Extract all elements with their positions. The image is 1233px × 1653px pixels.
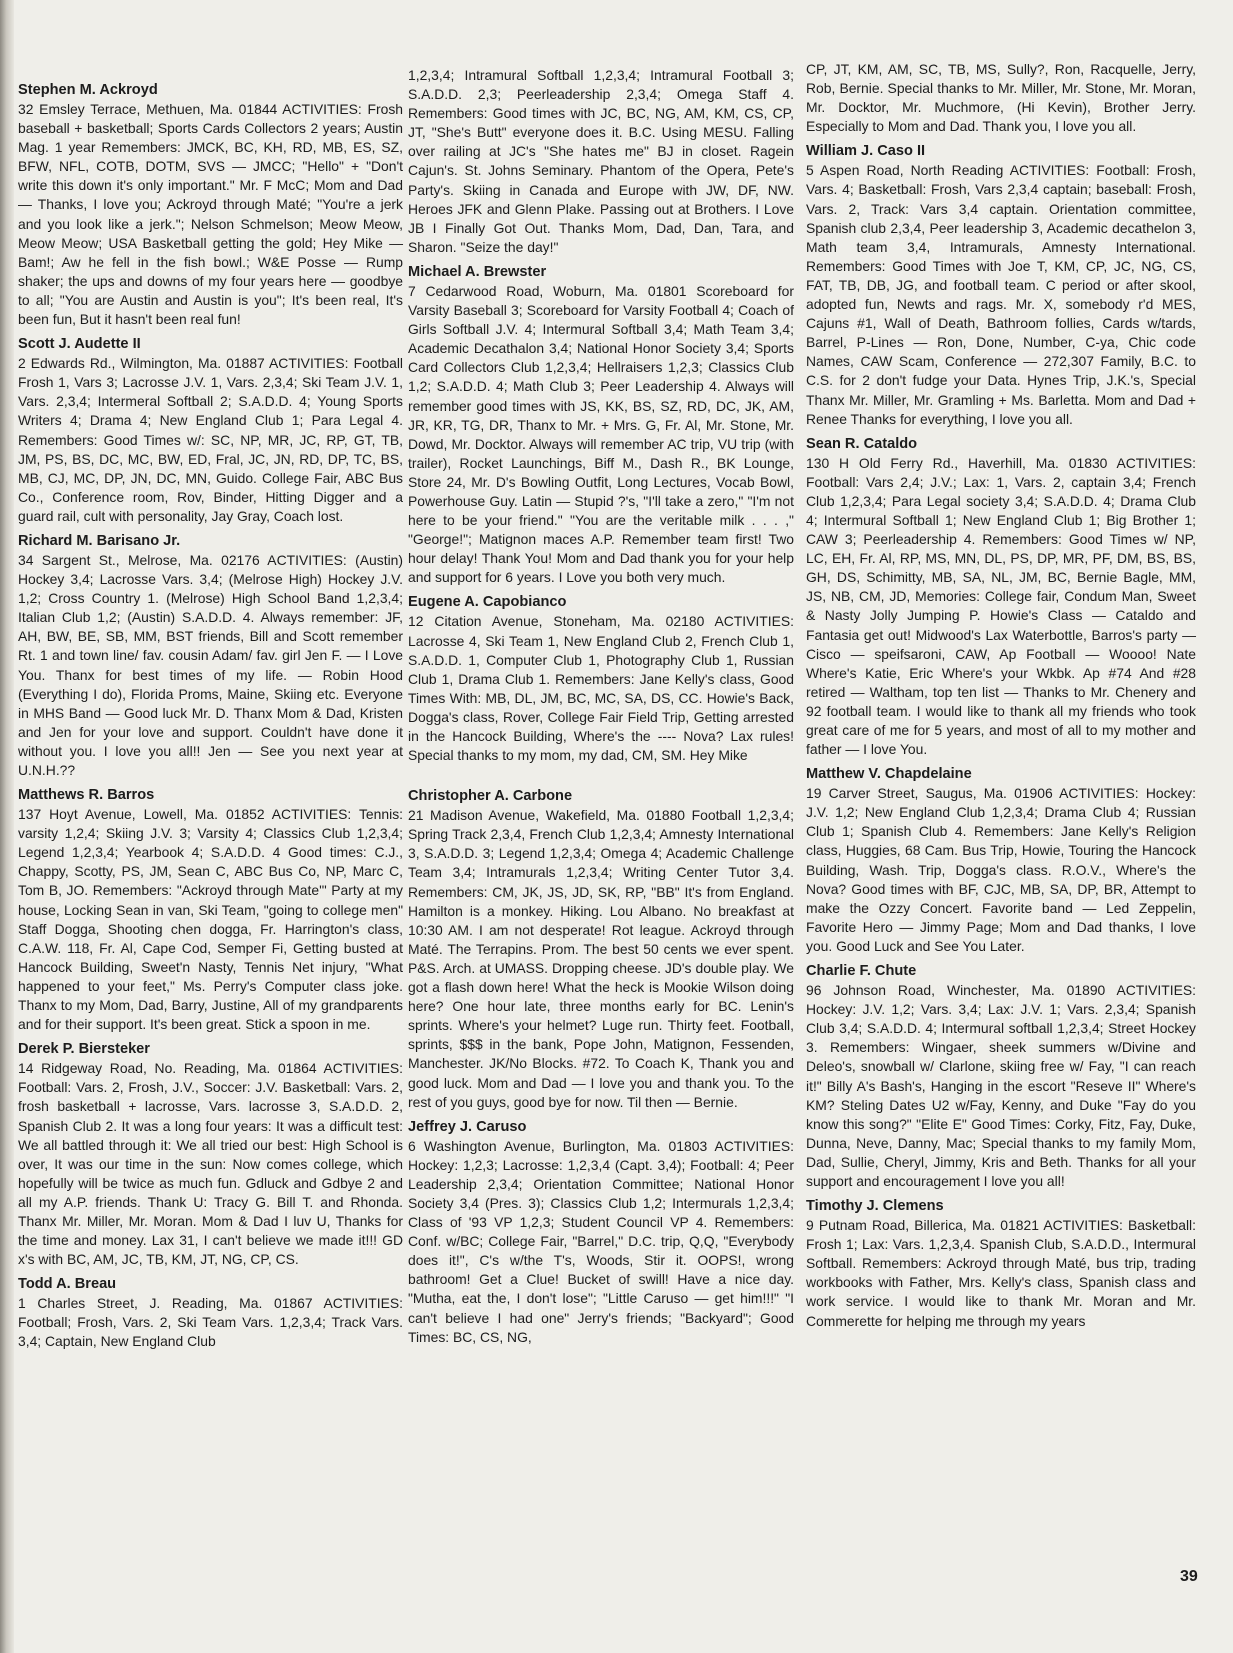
senior-bio: 9 Putnam Road, Billerica, Ma. 01821 ACTIVITIES: Basketball: Frosh 1; Lax: Vars. 1,2,3,4. Spanish Club, S.A.D.D., Intermural Softball. Remembers: Ackroyd through Maté, bus trip, trading workbooks with Father, Mrs. Kelly's class, Spanish class and work service. I would like to thank Mr. Moran and Mr. Commerette for helping me through my years bbox=[806, 1217, 1196, 1329]
senior-name: Derek P. Biersteker bbox=[18, 1041, 150, 1058]
senior-bio: 5 Aspen Road, North Reading ACTIVITIES: Football: Frosh, Vars. 4; Basketball: Frosh, Vars 2,3,4 captain; baseball: Frosh, Vars. 2, Track: Vars 3,4 captain. Orientation committee, Spanish club 2,3,4, Peer leadership 3, Academic decathelon 3, Math team 3,4, Intramurals, Amnesty International. Remembers: Good Times with Joe T, KM, CP, JC, NG, CS, FAT, TB, DB, JG, and football team. C period or after skool, adopted fun, Newts and rags. Mr. X, somebody r'd MES, Cajuns #1, Wall of Death, Bathroom follies, Cards w/tards, Barrel, P-Lines — Ron, Done, Number, C-ya, Chic code Names, CAW Scam, Conference — 272,307 Family, B.C. to C.S. for 2 don't fudge your Data. Hynes Trip, J.K.'s, Special Thanx Mr. Miller, Mr. Gramling + Ms. Barletta. Mom and Dad + Renee Thanks for everything, I love you all. bbox=[806, 162, 1196, 427]
senior-name: Richard M. Barisano Jr. bbox=[18, 532, 181, 549]
senior-name: Christopher A. Carbone bbox=[408, 788, 573, 805]
senior-bio: 14 Ridgeway Road, No. Reading, Ma. 01864 ACTIVITIES: Football: Vars. 2, Frosh, J.V., Soccer: J.V. Basketball: Vars. 2, frosh basketball + lacrosse, Vars. lacrosse 3, S.A.D.D. 2, Spanish Club 2. It was a long four years: It was a difficult test: We all battled through it: We all tried our best: High School is over, It was our time in the sun: Now comes college, which hopefully will be twice as much fun. Gdluck and Gdbye 2 and all my A.P. friends. Thank U: Tracy G. Bill T. and Rhonda. Thanx Mr. Miller, Mr. Moran. Mom & Dad I luv U, Thanks for the time and money. Lax 31, I can't believe we made it!!! GD x's with BC, AM, JC, TB, KM, JT, NG, CP, CS. bbox=[18, 1060, 403, 1268]
senior-bio: 1,2,3,4; Intramural Softball 1,2,3,4; Intramural Football 3; S.A.D.D. 2,3; Peerleadership 2,3,4; Omega Staff 4. Remembers: Good times with JC, BC, NG, AM, KM, CS, CP, JT, "She's Butt" everyone does it. B.C. Using MESU. Falling over railing at JC's "She hates me" BJ in closet. Ragein Cajun's. St. Johns Seminary. Phantom of the Opera, Pete's Party's. Skiing in Canada and Europe with JW, DF, NW. Heroes JFK and Glenn Plake. Passing out at Brothers. I Love JB I Finally Got Out. Thanks Mom, Dad, Dan, Tara, and Sharon. "Seize the day!" bbox=[408, 67, 794, 255]
senior-entry bbox=[408, 1117, 794, 1347]
senior-bio: 2 Edwards Rd., Wilmington, Ma. 01887 ACTIVITIES: Football Frosh 1, Vars 3; Lacrosse J.V. 1, Vars. 2,3,4; Ski Team J.V. 1, Vars. 2,3,4; Intermeral Softball 2; S.A.D.D. 4; Young Sports Writers 4; Drama 4; New England Club 1; Para Legal 4. Remembers: Good Times w/: SC, NP, MR, JC, RP, GT, TB, JM, PS, BS, DC, MC, BW, ED, Fral, JC, JN, RD, DP, TC, BS, MB, CJ, MC, DP, JN, DC, MN, Guido. College Fair, ABC Bus Co., Conference room, Rov, Binder, Hitting Digger and a guard rail, cult with personality, Jay Gray, Coach lost. bbox=[18, 355, 403, 524]
book-spine-shadow bbox=[0, 0, 14, 1653]
senior-entry bbox=[18, 80, 403, 329]
column-3 bbox=[806, 60, 1196, 1336]
senior-bio: CP, JT, KM, AM, SC, TB, MS, Sully?, Ron, Racquelle, Jerry, Rob, Bernie. Special thanks to Mr. Miller, Mr. Stone, Mr. Moran, Mr. Docktor, Mr. Muchmore, (Hi Kevin), Brother Jerry. Especially to Mom and Dad. Thank you, I love you all. bbox=[806, 61, 1196, 135]
senior-bio: 32 Emsley Terrace, Methuen, Ma. 01844 ACTIVITIES: Frosh baseball + basketball; Sports Cards Collectors 2 years; Austin Mag. 1 year Remembers: JMCK, BC, KH, RD, MB, ES, SZ, BFW, NFL, COTB, DOTM, SVS — JMCC; "Hello" + "Don't write this down it's only important." Mr. F McC; Mom and Dad — Thanks, I love you; Ackroyd through Maté; "You're a jerk and you look like a jerk."; Nelson Schmelson; Meow Meow, Meow Meow; USA Basketball getting the gold; Hey Mike — Bam!; Aw he fell in the fish bowl.; W&E Posse — Rump shaker; the ups and downs of my four years here — goodbye to all; "You are Austin and Austin is you"; It's been real, It's been fun, But it hasn't been real fun! bbox=[18, 101, 403, 328]
senior-bio: 7 Cedarwood Road, Woburn, Ma. 01801 Scoreboard for Varsity Baseball 3; Scoreboard for Varsity Football 4; Coach of Girls Softball J.V. 4; Intermural Softball 3,4; Math Team 3,4; Academic Decathalon 3,4; National Honor Society 3,4; Sports Card Collectors Club 1,2,3,4; Hellraisers 1,2,3; Classics Club 1,2; S.A.D.D. 4; Math Club 3; Peer Leadership 4. Always will remember good times with JS, KK, BS, SZ, RD, DC, JK, AM, JR, KR, TG, DR, Thanx to Mr. + Mrs. G, Fr. Al, Mr. Stone, Mr. Dowd, Mr. Docktor. Always will remember AC trip, VU trip (with trailer), Rocket Launchings, Biff M., Dash R., BK Lounge, Store 24, Mr. D's Bowling Outfit, Long Lectures, Vocab Bowl, Powerhouse Guy. Latin — Stupid ?'s, "I'll take a zero," "I'm not here to be your friend." "You are the veritable milk . . . ," "George!"; Matignon maces A.P. Remember team first! Two hour delay! Thank You! Mom and Dad thank you for your help and support for 6 years. I Love you both very much. bbox=[408, 282, 794, 586]
senior-entry bbox=[408, 786, 794, 1112]
senior-bio: 96 Johnson Road, Winchester, Ma. 01890 ACTIVITIES: Hockey: J.V. 1,2; Vars. 3,4; Lax: J.V. 1; Vars. 2,3,4; Spanish Club 3,4; S.A.D.D. 4; Intermural softball 1,2,3,4; Street Hockey 3. Remembers: Wingaer, sheek summers w/Divine and Deleo's, snowball w/ Clarlone, skiing free w/ Fay, "I can reach it!" Billy A's Bash's, Hanging in the escort "Reseve II" Where's KM? Steling Dates U2 w/Fay, Kenny, and Duke "Fay do you know this song?" "Elite E" Good Times: Corky, Fitz, Fay, Duke, Dunna, Neve, Danny, Mac; Special thanks to my family Mom, Dad, Sullie, Cheryl, Jimmy, Kris and Beth. Thanks for all your support and encouragement I love you all! bbox=[806, 982, 1196, 1189]
senior-entry bbox=[18, 1274, 403, 1351]
column-2 bbox=[408, 66, 794, 1352]
senior-entry bbox=[18, 785, 403, 1034]
senior-bio: 21 Madison Avenue, Wakefield, Ma. 01880 Football 1,2,3,4; Spring Track 2,3,4, French Club 1,2,3,4; Amnesty International 3, S.A.D.D. 3; Legend 1,2,3,4; Omega 4; Academic Challenge Team 3,4; Intramurals 1,2,3,4; Writing Center Tutor 3,4. Remembers: CM, JK, JS, JD, SK, RP, "BB" It's from England. Hamilton is a monkey. Hiking. Lou Albano. No breakfast at 10:30 AM. I am not desperate! Rot league. Ackroyd through Maté. The Terrapins. Prom. The best 50 cents we ever spent. P&S. Arch. at UMASS. Dropping cheese. JD's double play. We got a flash down here! What the heck is Mookie Wilson doing here? One hour late, three months early for BC. Lenin's sprints. Where's your helmet? Luge run. Thirty feet. Football, sprints, $$$ in the bank, Pope John, Matignon, Fessenden, Manchester. JK/No Blocks. #72. To Coach K, Thank you and good luck. Mom and Dad — I love you and thank you. To the rest of you guys, good bye for now. Til then — Bernie. bbox=[408, 807, 794, 1110]
senior-name: Jeffrey J. Caruso bbox=[408, 1118, 527, 1135]
senior-entry bbox=[408, 592, 794, 765]
senior-name: William J. Caso II bbox=[806, 143, 926, 160]
senior-name: Charlie F. Chute bbox=[806, 963, 917, 980]
senior-bio: 19 Carver Street, Saugus, Ma. 01906 ACTIVITIES: Hockey: J.V. 1,2; New England Club 1,2,3,4; Drama Club 4; Russian Club 1; Spanish Club 4. Remembers: Jane Kelly's Religion class, Huggies, 68 Cam. Bus Trip, Howie, Touring the Hancock Building, Wash. Trip, Dogga's class. R.O.V., Where's the Nova? Good times with BF, CJC, MB, SA, DP, BR, Attempt to make the Ozzy Concert. Favorite band — Led Zeppelin, Favorite Hero — Jimmy Page; Mom and Dad thanks, I love you. Good Luck and See You Later. bbox=[806, 785, 1196, 954]
senior-name: Matthews R. Barros bbox=[18, 787, 155, 804]
senior-bio: 6 Washington Avenue, Burlington, Ma. 01803 ACTIVITIES: Hockey: 1,2,3; Lacrosse: 1,2,3,4 (Capt. 3,4); Football: 4; Peer Leadership 2,3,4; Orientation Committee; National Honor Society 3,4 (Pres. 3); Classics Club 1,2; Intermurals 1,2,3,4; Class of '93 VP 1,2,3; Student Council VP 4. Remembers: Conf. w/BC; College Fair, "Barrel," D.C. trip, Q,Q, "Everybody does it!", C's w/the T's, Woods, Stir it. OOPS!, wrong bathroom! Get a Clue! Bucket of swill! Have a nice day. "Mutha, eat the, I don't lose"; "Little Caruso — get him!!!" "I can't believe I had one" Jerry's friends; "Backyard"; Good Times: BC, CS, NG, bbox=[408, 1137, 794, 1345]
senior-entry bbox=[806, 961, 1196, 1191]
senior-bio: 1 Charles Street, J. Reading, Ma. 01867 ACTIVITIES: Football; Frosh, Vars. 2, Ski Team Vars. 1,2,3,4; Track Vars. 3,4; Captain, New England Club bbox=[18, 1295, 403, 1350]
senior-bio: 137 Hoyt Avenue, Lowell, Ma. 01852 ACTIVITIES: Tennis: varsity 1,2,4; Skiing J.V. 3; Varsity 4; Classics Club 1,2,3,4; Legend 1,2,3,4; Yearbook 4; S.A.D.D. 4 Good times: C.J., Chappy, Scotty, PS, JM, Sean C, ABC Bus Co, NP, Marc C, Tom B, JO. Remembers: "Ackroyd through Mate'" Party at my house, Locking Sean in van, Ski Team, "going to college men" Staff Dogga, Shooting chen dogga, Fr. Harrington's class, C.A.W. 118, Fr. Al, Cape Cod, Semper Fi, Getting busted at Hancock Building, Sweet'n Nasty, Tennis Net injury, "What happened to your feet," Ms. Perry's Computer class joke. Thanx to my Mom, Dad, Barry, Justine, All of my grandparents and for their support. It's been great. Stick a spoon in me. bbox=[18, 806, 403, 1033]
senior-bio: 34 Sargent St., Melrose, Ma. 02176 ACTIVITIES: (Austin) Hockey 3,4; Lacrosse Vars. 3,4; (Melrose High) Hockey J.V. 1,2; Cross Country 1. (Melrose) High School Band 1,2,3,4; Italian Club 1,2; (Austin) S.A.D.D. 4. Always remember: JF, AH, BW, BE, SB, MM, BST friends, Bill and Scott remember Rt. 1 and town line/ fav. cousin Adam/ fav. girl Jen F. — I Love You. Thanx for best times of my life. — Robin Hood (Everything I do), Florida Proms, Maine, Skiing etc. Everyone in MHS Band — Good luck Mr. D. Thanx Mom & Dad, Kristen and Jen for your love and support. Couldn't have done it without you. I love you all!! Jen — See you next year at U.N.H.?? bbox=[18, 551, 403, 778]
senior-name: Scott J. Audette II bbox=[18, 336, 141, 353]
senior-name: Eugene A. Capobianco bbox=[408, 594, 567, 611]
senior-entry bbox=[806, 434, 1196, 760]
senior-name: Sean R. Cataldo bbox=[806, 435, 918, 452]
column-1 bbox=[18, 80, 403, 1357]
senior-entry bbox=[18, 531, 403, 780]
senior-bio: 12 Citation Avenue, Stoneham, Ma. 02180 ACTIVITIES: Lacrosse 4, Ski Team 1, New England Club 2, French Club 1, S.A.D.D. 1, Computer Club 1, Photography Club 1, Russian Club 1, Drama Club 1. Remembers: Jane Kelly's class, Good Times With: MB, DL, JM, BC, MC, SA, DS, CC. Howie's Back, Dogga's class, Rover, College Fair Field Trip, Getting arrested in the Hancock Building, Where's the ---- Nova? Lax rules! Special thanks to my mom, my dad, CM, SM. Hey Mike bbox=[408, 613, 794, 764]
senior-name: Matthew V. Chapdelaine bbox=[806, 766, 972, 783]
senior-entry bbox=[806, 60, 1196, 136]
senior-name: Timothy J. Clemens bbox=[806, 1198, 944, 1215]
senior-entry bbox=[18, 334, 403, 526]
senior-name: Michael A. Brewster bbox=[408, 263, 547, 280]
senior-bio: 130 H Old Ferry Rd., Haverhill, Ma. 01830 ACTIVITIES: Football: Vars 2,4; J.V.; Lax: 1, Vars. 2, captain 3,4; French Club 1,2,3,4; Para Legal society 3,4; S.A.D.D. 4; Drama Club 4; Intermural Softball 1; New England Club 1; Big Brother 1; CAW 3; Peerleadership 4. Remembers: Good Times w/ NP, LC, EH, Fr. Al, RP, MS, MN, DL, PS, DP, MR, PF, DM, BS, BS, GH, DS, Schimitty, MB, SA, NL, JM, BC, Bernie Bagle, MM, JS, NB, CM, JD, Memories: College fair, Condum Man, Sweet & Nasty Jolly Jumping P. Howie's Class — Cataldo and Fantasia get out! Midwood's Lax Waterbottle, Barros's party — Cisco — speifsaroni, CAW, Ap Football — Woooo! Nate Where's Katie, Eric Where's your Wkbk. Ap #74 And #28 retired — Waltham, top ten list — Thanks to Mr. Chenery and 92 football team. I would like to thank all my friends who took great care of me for 5 years, and most of all to my mother and father — I love You. bbox=[806, 454, 1196, 758]
senior-name: Todd A. Breau bbox=[18, 1276, 117, 1293]
senior-entry bbox=[806, 1196, 1196, 1331]
senior-entry bbox=[806, 764, 1196, 956]
senior-name: Stephen M. Ackroyd bbox=[18, 82, 158, 98]
senior-entry bbox=[408, 66, 794, 257]
spacer bbox=[408, 770, 794, 786]
senior-entry bbox=[18, 1039, 403, 1269]
page-number: 39 bbox=[1180, 1568, 1198, 1585]
senior-entry bbox=[806, 141, 1196, 428]
senior-entry bbox=[408, 262, 794, 588]
